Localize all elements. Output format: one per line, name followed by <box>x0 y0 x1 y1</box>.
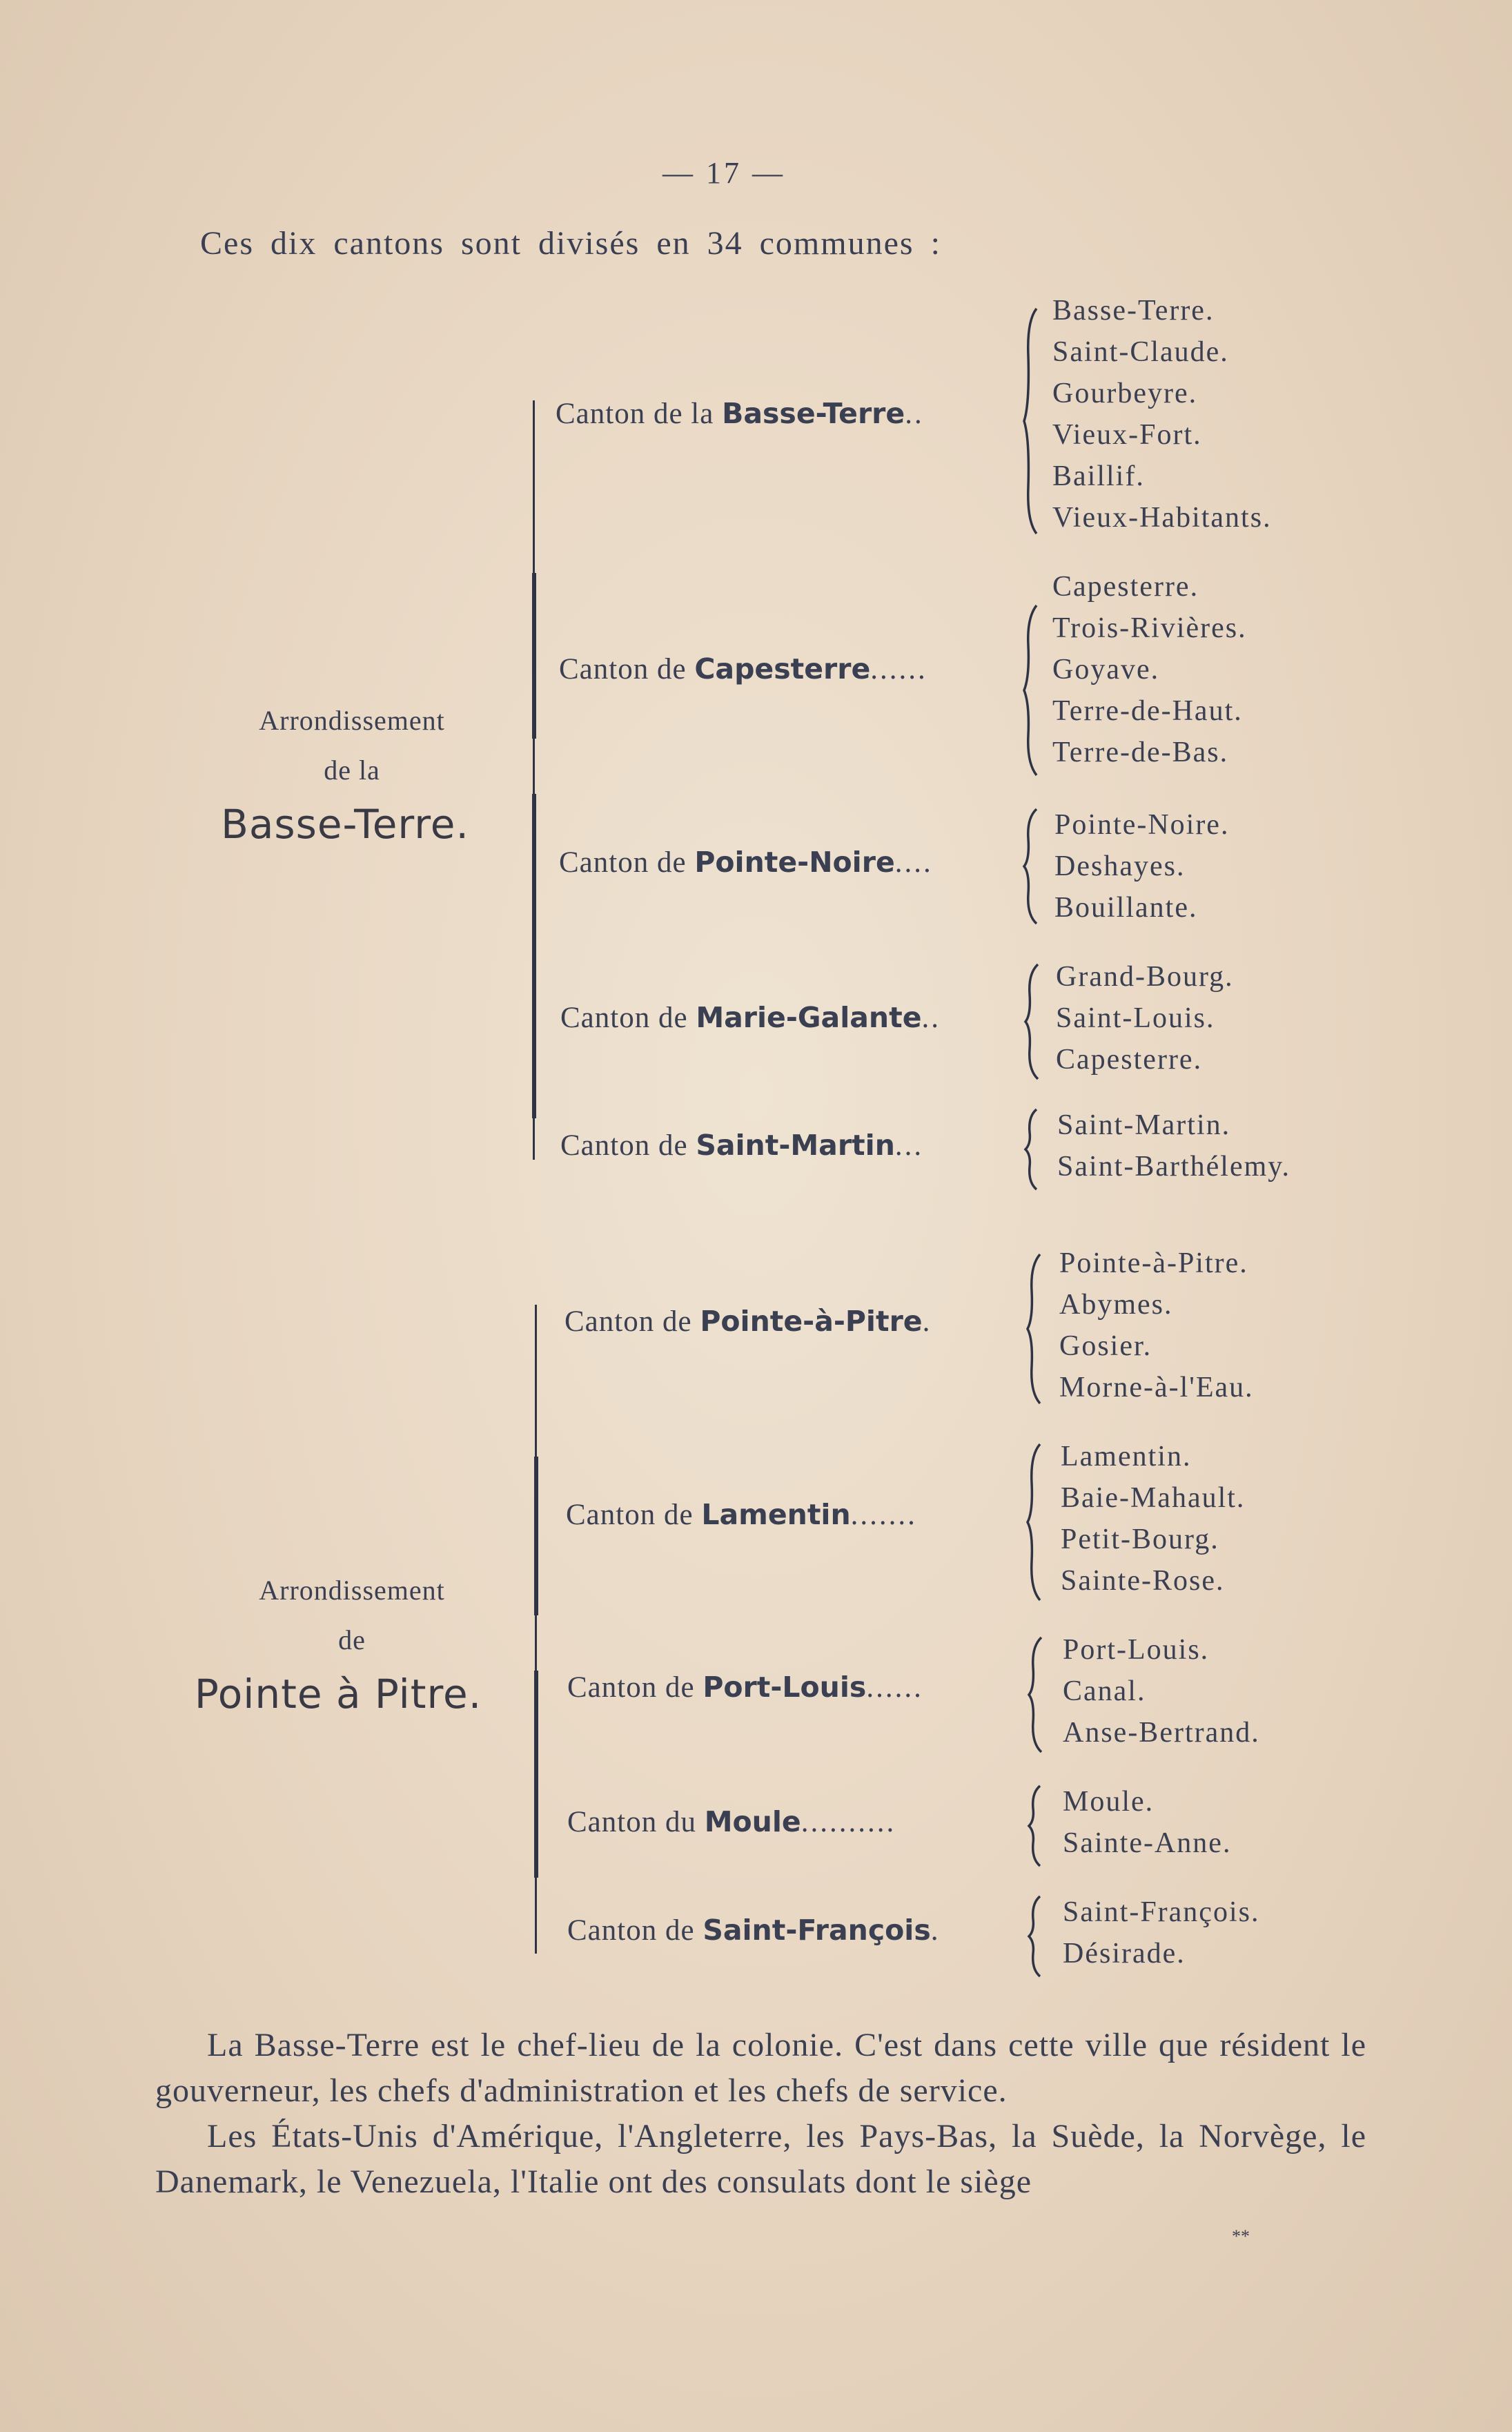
commune-list <box>1061 1436 1245 1602</box>
commune: Capesterre. <box>1052 571 1199 603</box>
commune: Saint-François. <box>1063 1896 1260 1928</box>
arrondissement-name: Basse-Terre. <box>221 801 469 848</box>
commune-list <box>1059 1243 1254 1408</box>
commune: Petit-Bourg. <box>1061 1524 1219 1555</box>
brace <box>1021 307 1042 535</box>
commune: Sainte-Anne. <box>1063 1827 1232 1859</box>
canton-moule: Canton du Moule.......... <box>567 1805 896 1838</box>
commune-list <box>1063 1781 1231 1864</box>
commune: Port-Louis. <box>1063 1634 1210 1666</box>
canton-basse-terre: Canton de la Basse-Terre.. <box>556 397 924 430</box>
commune: Canal. <box>1063 1675 1146 1707</box>
commune: Trois-Rivières. <box>1052 612 1247 644</box>
arrondissement-label: Arrondissement <box>259 705 445 736</box>
brace <box>1025 1253 1045 1405</box>
commune-list <box>1054 804 1229 928</box>
canton-capesterre: Canton de Capesterre...... <box>559 652 927 685</box>
commune: Moule. <box>1063 1786 1155 1818</box>
canton-saint-francois: Canton de Saint-François. <box>567 1914 941 1947</box>
commune-list <box>1063 1629 1260 1753</box>
arrondissement-name: Pointe à Pitre. <box>194 1671 482 1718</box>
canton-marie-galante: Canton de Marie-Galante.. <box>560 1001 941 1034</box>
canton-pointe-noire: Canton de Pointe-Noire.... <box>559 846 933 879</box>
canton-lamentin: Canton de Lamentin....... <box>566 1498 917 1531</box>
commune: Saint-Louis. <box>1056 1002 1215 1034</box>
commune: Deshayes. <box>1054 850 1186 882</box>
paragraph: La Basse-Terre est le chef-lieu de la colonie. C'est dans cette ville que résident le gouverneur, les chefs d'administration et les chefs de service. <box>155 2027 1366 2109</box>
commune: Grand-Bourg. <box>1056 961 1234 993</box>
commune: Désirade. <box>1063 1938 1186 1969</box>
commune-list <box>1057 1105 1290 1187</box>
commune: Morne-à-l'Eau. <box>1059 1372 1254 1403</box>
brace <box>1026 1895 1047 1978</box>
commune: Terre-de-Bas. <box>1052 737 1229 768</box>
commune-list <box>1052 290 1272 538</box>
brace <box>1021 604 1042 777</box>
paragraph: Les États-Unis d'Amérique, l'Angleterre, les Pays-Bas, la Suède, la Norvège, le Danemark, le Venezuela, l'Italie ont des consulats dont le siège <box>155 2118 1366 2200</box>
commune: Saint-Martin. <box>1057 1109 1231 1141</box>
commune: Abymes. <box>1059 1289 1173 1321</box>
brace <box>1026 1636 1047 1753</box>
commune: Vieux-Habitants. <box>1052 502 1272 534</box>
commune: Gosier. <box>1059 1330 1152 1362</box>
commune: Saint-Claude. <box>1052 336 1229 368</box>
commune: Lamentin. <box>1061 1441 1192 1472</box>
commune: Sainte-Rose. <box>1061 1565 1225 1597</box>
commune: Baie-Mahault. <box>1061 1482 1246 1514</box>
arrondissement-label-2: de <box>338 1624 366 1655</box>
brace <box>1026 1784 1047 1867</box>
brace <box>1025 1443 1045 1602</box>
commune: Bouillante. <box>1054 892 1198 924</box>
arrondissement-label: Arrondissement <box>259 1575 445 1606</box>
commune: Gourbeyre. <box>1052 378 1198 409</box>
commune: Pointe-à-Pitre. <box>1059 1247 1248 1279</box>
page-number: — 17 — <box>662 156 785 190</box>
arrondissement-brace-thick-2 <box>534 1671 538 1878</box>
commune: Capesterre. <box>1056 1044 1203 1076</box>
commune-list <box>1063 1891 1259 1974</box>
brace <box>1023 963 1043 1080</box>
arrondissement-brace-thick <box>534 1457 538 1615</box>
brace <box>1021 808 1042 925</box>
arrondissement-label-2: de la <box>324 755 380 786</box>
arrondissement-brace-thick <box>532 573 536 739</box>
brace <box>1023 1108 1043 1191</box>
commune: Pointe-Noire. <box>1054 809 1230 841</box>
commune: Vieux-Fort. <box>1052 419 1202 451</box>
arrondissement-brace-thick-2 <box>532 794 536 1118</box>
commune: Saint-Barthélemy. <box>1057 1151 1291 1183</box>
commune: Goyave. <box>1052 654 1160 685</box>
commune: Anse-Bertrand. <box>1063 1717 1260 1749</box>
canton-saint-martin: Canton de Saint-Martin... <box>560 1129 924 1162</box>
signature-mark: ** <box>1232 2226 1250 2246</box>
commune: Terre-de-Haut. <box>1052 695 1243 727</box>
body-text <box>155 2023 1366 2205</box>
commune-list <box>1052 566 1247 773</box>
commune: Basse-Terre. <box>1052 295 1215 327</box>
intro-sentence: Ces dix cantons sont divisés en 34 communes : <box>200 225 941 262</box>
commune: Baillif. <box>1052 460 1145 492</box>
canton-port-louis: Canton de Port-Louis...... <box>567 1671 923 1704</box>
commune-list <box>1056 956 1234 1080</box>
canton-pointe-a-pitre: Canton de Pointe-à-Pitre. <box>564 1305 932 1338</box>
